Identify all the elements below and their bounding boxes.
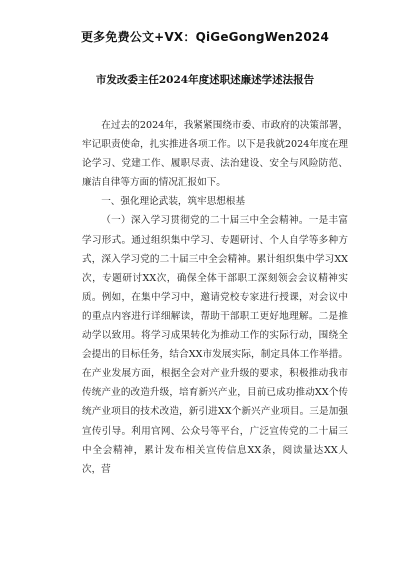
intro-paragraph: 在过去的2024年，我紧紧围绕市委、市政府的决策部署，牢记职责使命，扎实推进各项工作。以下是我就2024年度在理论学习、党建工作、履职尽责、法治建设、安全与风险防范、廉洁自律等方面的情况汇报如下。 — [82, 120, 348, 189]
promo-header: 更多免费公文+VX：QiGeGongWen2024 — [80, 30, 329, 44]
document-body — [82, 116, 348, 479]
section-heading: 一、强化理论武装，筑牢思想根基 — [101, 196, 246, 208]
document-title: 市发改委主任2024年度述职述廉述学述法报告 — [95, 74, 315, 86]
section-paragraph: （一）深入学习贯彻党的二十届三中全会精神。一是丰富学习形式。通过组织集中学习、专题研讨、个人自学等多种方式，深入学习党的二十届三中全会精神。累计组织集中学习XX次，专题研讨XX次，确保全体干部职工深刻领会会议精神实质。例如，在集中学习中，邀请党校专家进行授课，对会议中的重点内容进行详细解读，帮助干部职工更好地理解。二是推动学以致用。将学习成果转化为推动工作的实际行动，围绕全会提出的目标任务，结合XX市发展实际，制定具体工作举措。在产业发展方面，根据全会对产业升级的要求，积极推动我市传统产业的改造升级，培育新兴产业，目前已成功推动XX个传统产业项目的技术改造，新引进XX个新兴产业项目。三是加强宣传引导。利用官网、公众号等平台，广泛宣传党的二十届三中全会精神，累计发布相关宣传信息XX条，阅读量达XX人次，营 — [82, 215, 348, 475]
